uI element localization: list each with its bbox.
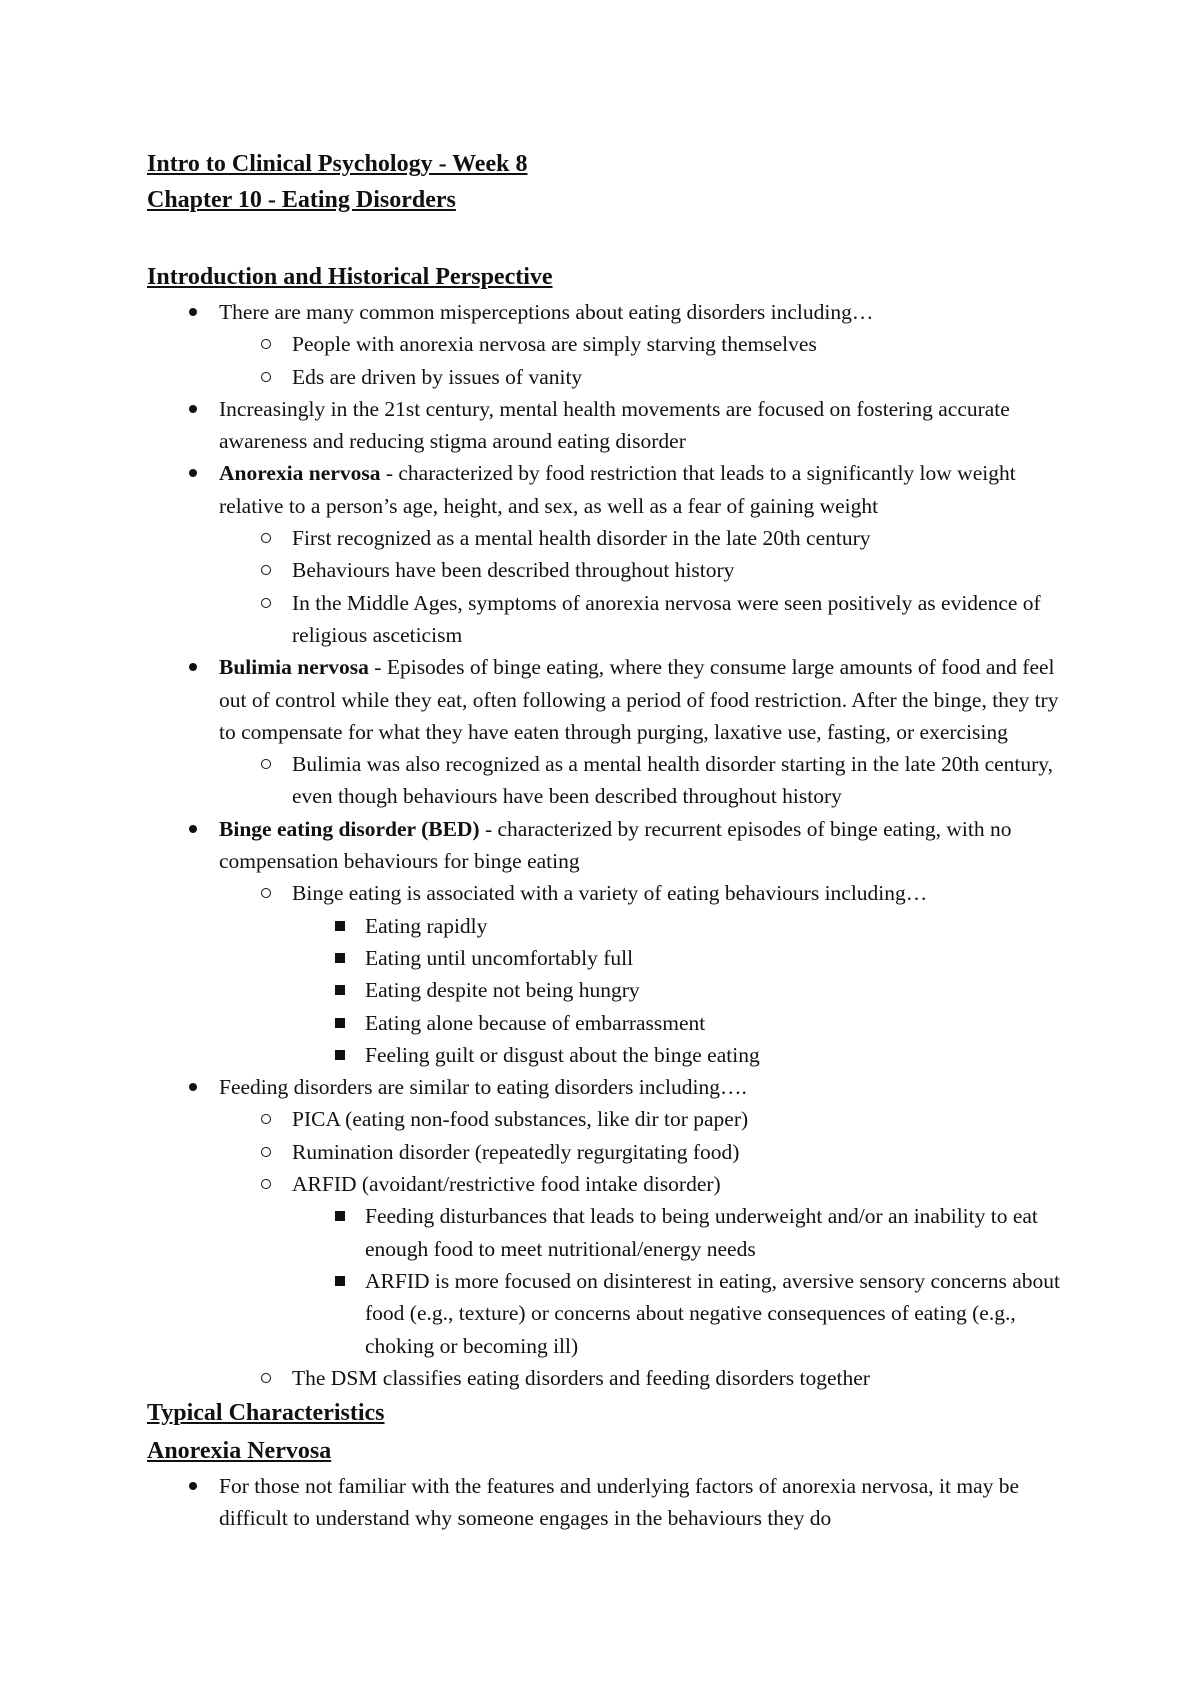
bullet-disc-icon [183, 457, 203, 489]
list-item: Anorexia nervosa - characterized by food restriction that leads to a significantly low weight relative to a person’s age, height, and sex, as well as a fear of gaining weight [147, 457, 1067, 522]
bullet-circle-icon [256, 877, 276, 909]
list-item: Binge eating is associated with a variety of eating behaviours including… [147, 877, 1067, 909]
bullet-circle-icon [256, 1168, 276, 1200]
list-item: The DSM classifies eating disorders and feeding disorders together [147, 1362, 1067, 1394]
bullet-square-icon [330, 1200, 350, 1232]
list-item: ARFID (avoidant/restrictive food intake disorder) [147, 1168, 1067, 1200]
bullet-circle-icon [256, 522, 276, 554]
bullet-disc-icon [183, 813, 203, 845]
subsection-heading-anorexia: Anorexia Nervosa [147, 1438, 332, 1465]
section-heading-intro: Introduction and Historical Perspective [147, 264, 553, 290]
list-item: Binge eating disorder (BED) - characterized by recurrent episodes of binge eating, with no compensation behaviours for binge eating [147, 813, 1067, 878]
bullet-circle-icon [256, 748, 276, 780]
chapter-title: Chapter 10 - Eating Disorders [147, 187, 456, 213]
bullet-disc-icon [183, 1071, 203, 1103]
bullet-square-icon [330, 910, 350, 942]
list-item: Eds are driven by issues of vanity [147, 361, 1067, 393]
list-item: For those not familiar with the features and underlying factors of anorexia nervosa, it may be difficult to understand why someone engages in the behaviours they do [147, 1470, 1067, 1535]
term-bed: Binge eating disorder (BED) [219, 816, 480, 841]
typical-bullet-list [147, 1470, 1067, 1535]
bullet-disc-icon [183, 651, 203, 683]
bullet-circle-icon [256, 1103, 276, 1135]
list-item: Eating alone because of embarrassment [147, 1007, 1067, 1039]
list-item: Eating rapidly [147, 910, 1067, 942]
list-item: First recognized as a mental health disorder in the late 20th century [147, 522, 1067, 554]
list-item: In the Middle Ages, symptoms of anorexia nervosa were seen positively as evidence of religious asceticism [147, 587, 1067, 652]
term-bulimia: Bulimia nervosa [219, 655, 369, 680]
document-page [147, 146, 1067, 1535]
list-item: Increasingly in the 21st century, mental health movements are focused on fostering accurate awareness and reducing stigma around eating disorder [147, 393, 1067, 458]
list-item: There are many common misperceptions about eating disorders including… [147, 296, 1067, 328]
bullet-circle-icon [256, 587, 276, 619]
list-item: Eating until uncomfortably full [147, 942, 1067, 974]
list-item: PICA (eating non-food substances, like dir tor paper) [147, 1103, 1067, 1135]
list-item: Feeding disorders are similar to eating disorders including…. [147, 1071, 1067, 1103]
bullet-square-icon [330, 1039, 350, 1071]
bullet-circle-icon [256, 554, 276, 586]
list-item: Feeling guilt or disgust about the binge eating [147, 1039, 1067, 1071]
bullet-square-icon [330, 974, 350, 1006]
intro-bullet-list [147, 296, 1067, 1394]
bullet-square-icon [330, 1265, 350, 1297]
section-heading-typical: Typical Characteristics [147, 1400, 385, 1427]
term-anorexia: Anorexia nervosa [219, 461, 381, 486]
list-item: ARFID is more focused on disinterest in eating, aversive sensory concerns about food (e.g., texture) or concerns about negative consequences of eating (e.g., choking or becoming ill) [147, 1265, 1067, 1362]
list-item: People with anorexia nervosa are simply starving themselves [147, 328, 1067, 360]
bullet-circle-icon [256, 1136, 276, 1168]
bullet-disc-icon [183, 296, 203, 328]
bullet-circle-icon [256, 328, 276, 360]
bullet-circle-icon [256, 1362, 276, 1394]
bullet-square-icon [330, 942, 350, 974]
bullet-disc-icon [183, 393, 203, 425]
list-item: Rumination disorder (repeatedly regurgitating food) [147, 1136, 1067, 1168]
list-item: Behaviours have been described throughout history [147, 554, 1067, 586]
list-item: Bulimia was also recognized as a mental health disorder starting in the late 20th century, even though behaviours have been described throughout history [147, 748, 1067, 813]
list-item: Feeding disturbances that leads to being underweight and/or an inability to eat enough food to meet nutritional/energy needs [147, 1200, 1067, 1265]
list-item: Eating despite not being hungry [147, 974, 1067, 1006]
bullet-circle-icon [256, 361, 276, 393]
bullet-square-icon [330, 1007, 350, 1039]
document-title: Intro to Clinical Psychology - Week 8 [147, 151, 528, 177]
bullet-disc-icon [183, 1470, 203, 1502]
list-item: Bulimia nervosa - Episodes of binge eating, where they consume large amounts of food and feel out of control while they eat, often following a period of food restriction. After the binge, they try to compensate for what they have eaten through purging, laxative use, fasting, or exercising [147, 651, 1067, 748]
